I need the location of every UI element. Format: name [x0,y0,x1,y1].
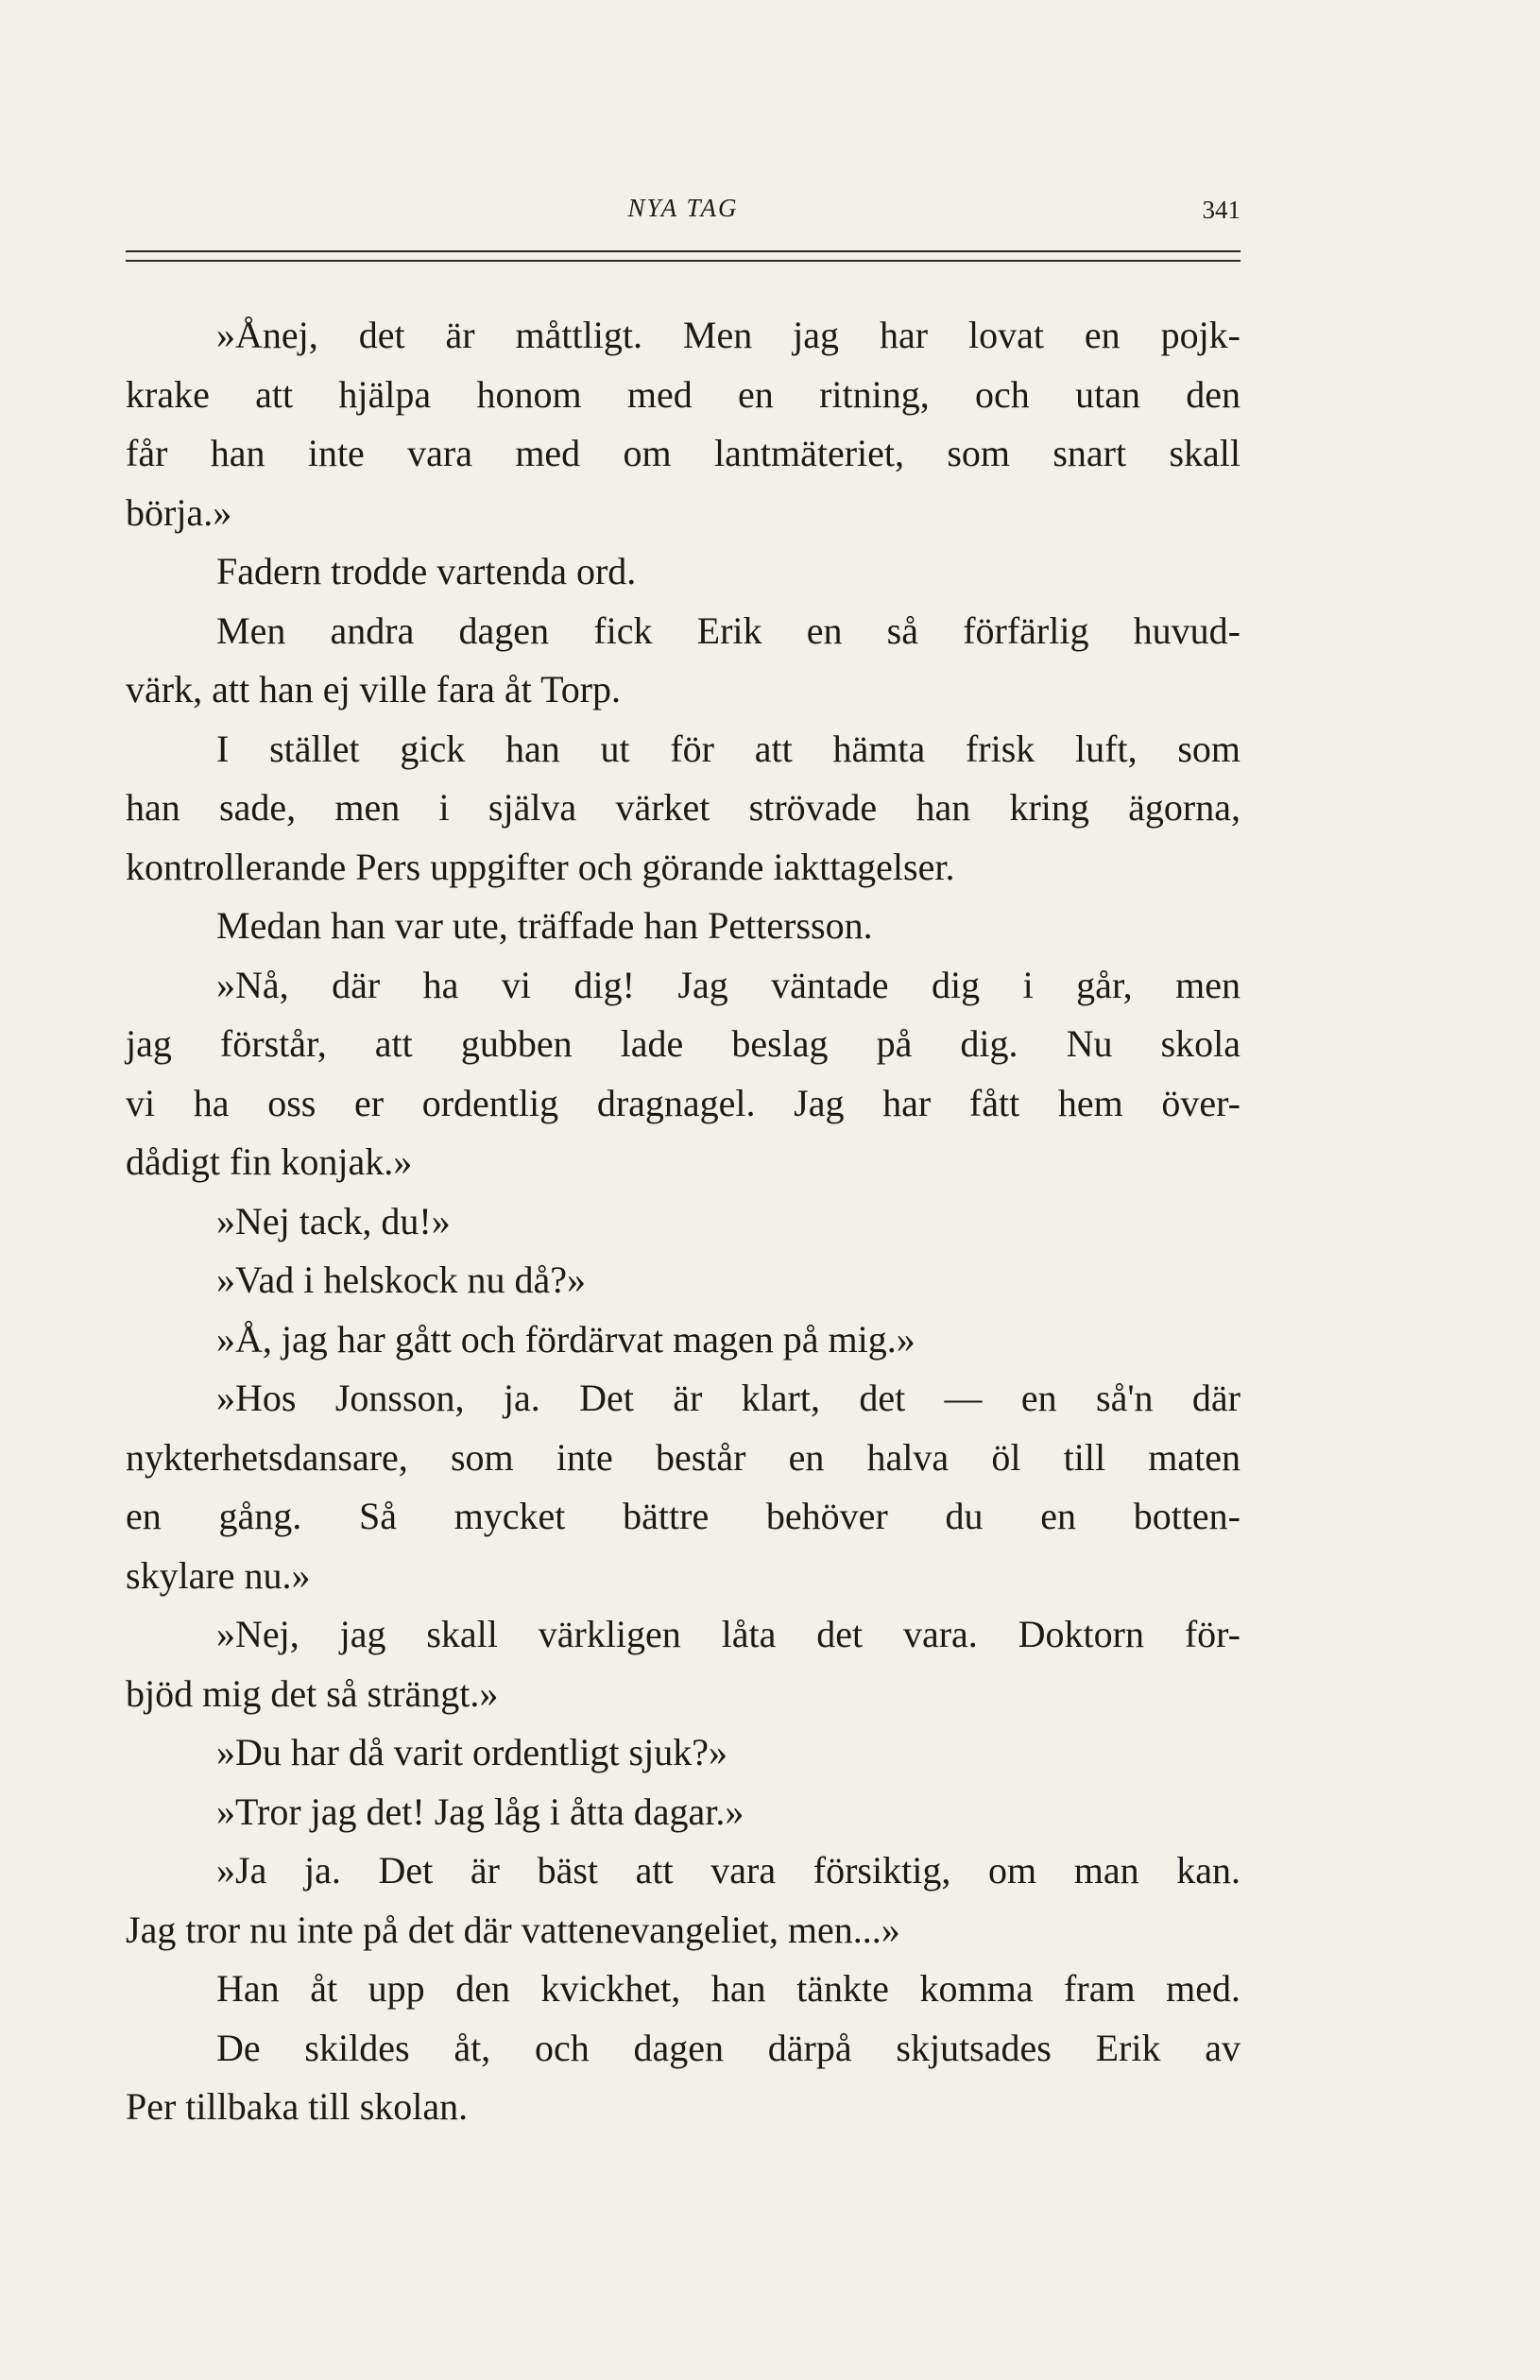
text-line: han sade, men i själva värket strövade han kring ägorna, [126,786,1241,829]
text-line: bjöd mig det så strängt.» [126,1671,499,1715]
text-line: »Vad i helskock nu då?» [216,1258,587,1301]
text-line: »Du har då varit ordentligt sjuk?» [216,1731,727,1773]
text-line: nykterhetsdansare, som inte består en halva öl till maten [126,1435,1241,1479]
text-line: jag förstår, att gubben lade beslag på dig. Nu skola [126,1022,1241,1065]
text-line: dådigt fin konjak.» [126,1140,413,1183]
text-line: kontrollerande Pers uppgifter och görande iakttagelser. [126,845,955,888]
body-text [126,306,1241,2137]
page-header [126,194,1241,231]
text-line: »Nej tack, du!» [216,1199,451,1242]
header-rule-top [126,250,1241,252]
text-line: värk, att han ej ville fara åt Torp. [126,668,622,711]
text-line: Medan han var ute, träffade han Pettersson. [216,904,873,947]
text-line: Han åt upp den kvickhet, han tänkte komma fram med. [216,1967,1241,2010]
text-line: »Nå, där ha vi dig! Jag väntade dig i går, men [216,963,1241,1006]
text-line: krake att hjälpa honom med en ritning, och utan den [126,372,1241,416]
text-line: Men andra dagen fick Erik en så förfärlig huvud- [216,608,1241,652]
text-line: I stället gick han ut för att hämta frisk luft, som [216,727,1241,770]
text-line: börja.» [126,490,232,534]
text-line: vi ha oss er ordentlig dragnagel. Jag har fått hem över- [126,1081,1241,1124]
text-line: De skildes åt, och dagen därpå skjutsades Erik av [216,2026,1241,2069]
text-line: skylare nu.» [126,1553,311,1597]
text-line: »Ja ja. Det är bäst att vara försiktig, om man kan. [216,1849,1241,1892]
text-line: Fadern trodde vartenda ord. [216,550,637,592]
text-line: en gång. Så mycket bättre behöver du en botten- [126,1495,1241,1537]
text-line: »Å, jag har gått och fördärvat magen på mig.» [216,1317,915,1361]
text-line: Jag tror nu inte på det där vattenevangeliet, men...» [126,1908,900,1951]
page-number: 341 [1202,196,1241,224]
text-line: Per tillbaka till skolan. [126,2085,469,2128]
running-title: NYA TAG [627,194,739,222]
text-line: »Hos Jonsson, ja. Det är klart, det — en så'n där [216,1377,1241,1419]
text-line: får han inte vara med om lantmäteriet, som snart skall [126,432,1241,474]
text-line: »Ånej, det är måttligt. Men jag har lovat en pojk- [216,314,1241,356]
text-line: »Tror jag det! Jag låg i åtta dagar.» [216,1789,744,1833]
header-rule-bottom [126,260,1241,262]
text-line: »Nej, jag skall värkligen låta det vara. Doktorn för- [216,1613,1241,1655]
